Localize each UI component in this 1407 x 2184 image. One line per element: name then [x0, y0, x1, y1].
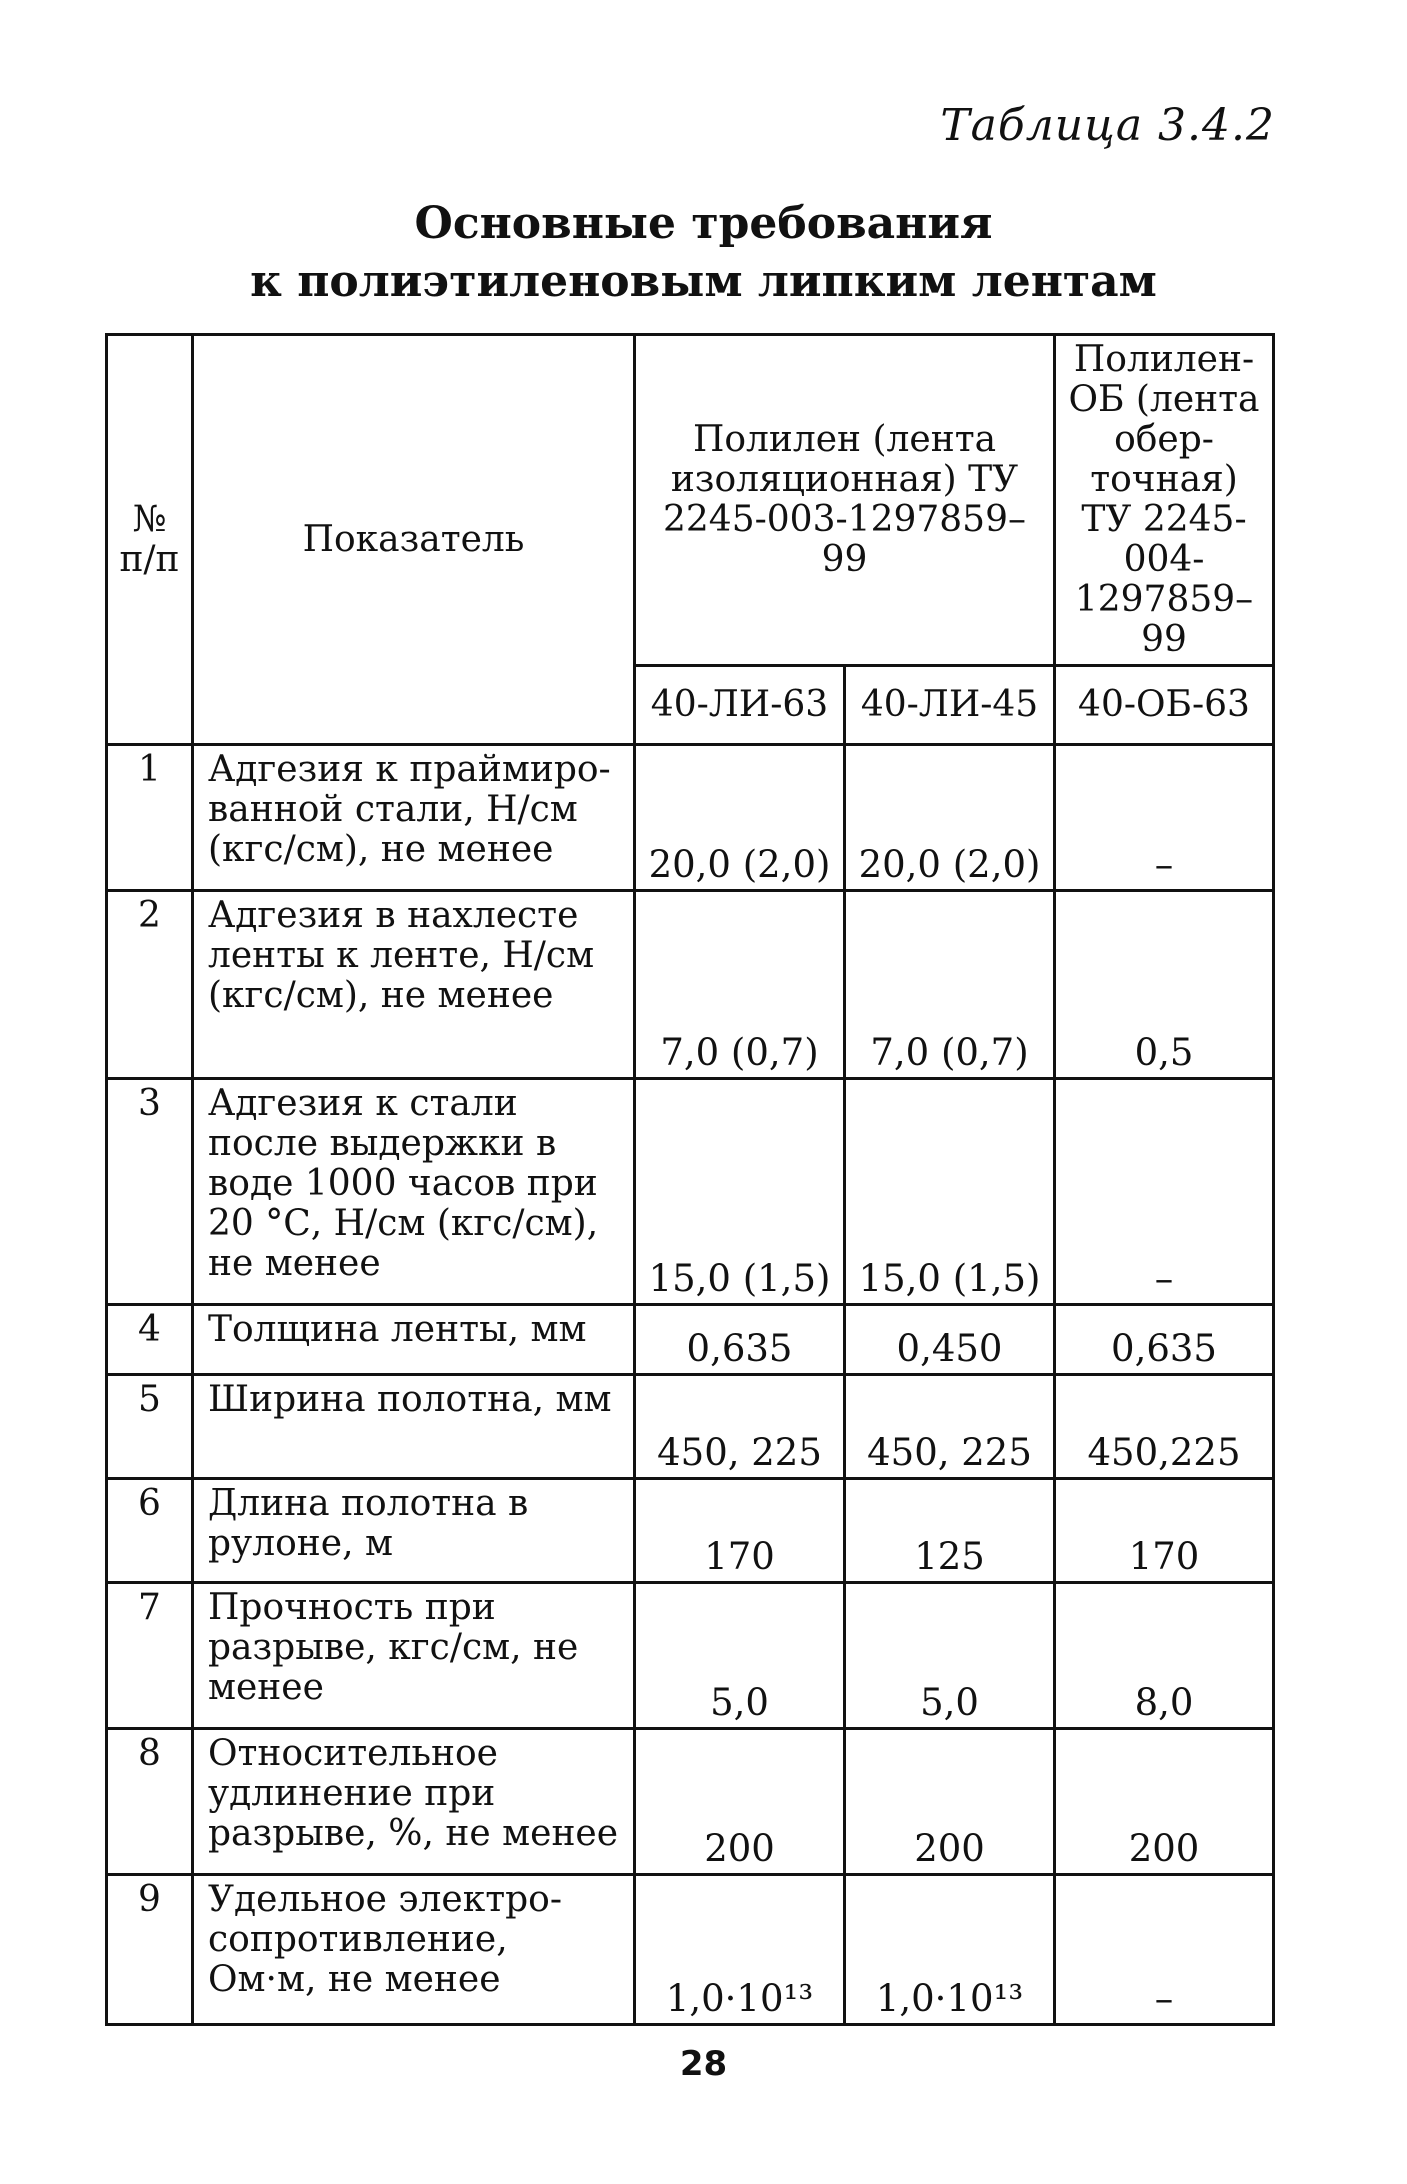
table-row	[107, 1583, 1274, 1729]
value-40-li-45: 15,0 (1,5)	[845, 1079, 1055, 1305]
table-row	[107, 891, 1274, 1079]
row-indicator: Удельное электро-сопротивление, Ом·м, не менее	[193, 1875, 635, 2025]
value-40-li-63: 0,635	[635, 1305, 845, 1375]
value-40-li-63: 20,0 (2,0)	[635, 745, 845, 891]
row-indicator: Длина полотна в рулоне, м	[193, 1479, 635, 1583]
table-row	[107, 1305, 1274, 1375]
row-indicator: Относительное удлинение при разрыве, %, не менее	[193, 1729, 635, 1875]
table-row	[107, 1729, 1274, 1875]
value-40-ob-63: –	[1055, 1875, 1274, 2025]
row-indicator: Адгезия к праймиро-ванной стали, Н/см (кгс/см), не менее	[193, 745, 635, 891]
row-indicator: Ширина полотна, мм	[193, 1375, 635, 1479]
value-40-li-45: 5,0	[845, 1583, 1055, 1729]
value-40-ob-63: 450,225	[1055, 1375, 1274, 1479]
value-40-ob-63: 0,635	[1055, 1305, 1274, 1375]
value-40-li-45: 1,0·10¹³	[845, 1875, 1055, 2025]
title-line-1: Основные требования	[414, 198, 993, 249]
table-row	[107, 1875, 1274, 2025]
value-40-ob-63: 8,0	[1055, 1583, 1274, 1729]
header-indicator: Показатель	[193, 335, 635, 745]
value-40-li-63: 170	[635, 1479, 845, 1583]
value-40-li-63: 15,0 (1,5)	[635, 1079, 845, 1305]
row-number: 8	[107, 1729, 193, 1875]
table-row	[107, 1375, 1274, 1479]
value-40-li-63: 5,0	[635, 1583, 845, 1729]
value-40-li-45: 0,450	[845, 1305, 1055, 1375]
value-40-li-45: 125	[845, 1479, 1055, 1583]
row-number: 2	[107, 891, 193, 1079]
value-40-ob-63: 200	[1055, 1729, 1274, 1875]
row-number: 9	[107, 1875, 193, 2025]
header-sub-40-ob-63: 40-ОБ-63	[1055, 666, 1274, 745]
requirements-table	[105, 333, 1275, 2026]
page-number: 28	[679, 2044, 728, 2084]
table-row	[107, 1479, 1274, 1583]
header-number: № п/п	[107, 335, 193, 745]
title-line-2: к полиэтиленовым липким лентам	[250, 256, 1157, 307]
row-number: 5	[107, 1375, 193, 1479]
value-40-li-63: 7,0 (0,7)	[635, 891, 845, 1079]
row-indicator: Адгезия к стали после выдержки в воде 1000 часов при 20 °С, Н/см (кгс/см), не менее	[193, 1079, 635, 1305]
value-40-li-45: 7,0 (0,7)	[845, 891, 1055, 1079]
row-number: 7	[107, 1583, 193, 1729]
value-40-li-63: 450, 225	[635, 1375, 845, 1479]
value-40-ob-63: 0,5	[1055, 891, 1274, 1079]
row-indicator: Толщина ленты, мм	[193, 1305, 635, 1375]
value-40-li-63: 200	[635, 1729, 845, 1875]
row-number: 4	[107, 1305, 193, 1375]
row-indicator: Прочность при разрыве, кгс/см, не менее	[193, 1583, 635, 1729]
value-40-ob-63: –	[1055, 1079, 1274, 1305]
value-40-li-45: 20,0 (2,0)	[845, 745, 1055, 891]
header-sub-40-li-45: 40-ЛИ-45	[845, 666, 1055, 745]
table-label: Таблица 3.4.2	[940, 100, 1275, 151]
value-40-li-45: 200	[845, 1729, 1055, 1875]
row-number: 6	[107, 1479, 193, 1583]
value-40-ob-63: –	[1055, 745, 1274, 891]
table-row	[107, 745, 1274, 891]
row-indicator: Адгезия в нахлесте ленты к ленте, Н/см (кгс/см), не менее	[193, 891, 635, 1079]
row-number: 1	[107, 745, 193, 891]
value-40-li-63: 1,0·10¹³	[635, 1875, 845, 2025]
header-group-polilen-ob: Полилен-ОБ (лента обер-точная) ТУ 2245-004-1297859–99	[1055, 335, 1274, 666]
table-title	[0, 195, 1407, 311]
row-number: 3	[107, 1079, 193, 1305]
table-row	[107, 1079, 1274, 1305]
value-40-ob-63: 170	[1055, 1479, 1274, 1583]
value-40-li-45: 450, 225	[845, 1375, 1055, 1479]
header-group-polilen: Полилен (лента изоляционная) ТУ 2245-003-1297859–99	[635, 335, 1055, 666]
header-sub-40-li-63: 40-ЛИ-63	[635, 666, 845, 745]
